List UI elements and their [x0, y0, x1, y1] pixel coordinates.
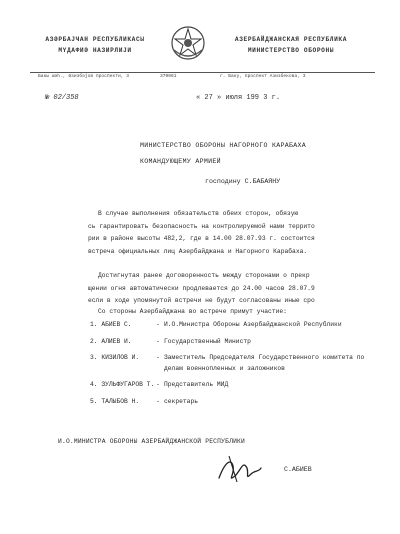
letterhead-az-line2: МҮДАФИӘ НАЗИРЛИЈИ: [58, 47, 132, 54]
list-item: [90, 353, 380, 374]
list-item: [90, 320, 380, 331]
closing-title: И.О.МИНИСТРА ОБОРОНЫ АЗЕРБАЙДЖАНСКОЙ РЕСПУБЛИКИ: [58, 438, 246, 445]
addressee-block: [140, 138, 306, 170]
participant-name: 1. АБИЕВ С.: [90, 321, 132, 328]
handwritten-signature-icon: [215, 452, 265, 488]
addressee-line2: КОМАНДУЮЩЕМУ АРМИЕЙ: [140, 158, 221, 165]
list-dash: -: [156, 321, 160, 328]
address-azerbaijani: Бакы шәһ., Әзизбәјов проспекти, 3: [38, 74, 129, 79]
participant-role: И.О.Министра Обороны Азербайджанской Республики: [164, 321, 342, 328]
reference-number: № 02/358: [45, 94, 79, 102]
list-item: [90, 380, 380, 391]
participant-name: 4. ЗУЛЬФУГАРОВ Т.: [90, 381, 155, 389]
letterhead-ru-line1: АЗЕРБАЙДЖАНСКАЯ РЕСПУБЛИКА: [234, 36, 348, 43]
letterhead-az-line1: АЗӘРБАЈҸАН РЕСПУБЛИКАСЫ: [45, 36, 145, 43]
signer-name: С.АБИЕВ: [284, 466, 312, 473]
letterhead-russian: [216, 34, 366, 56]
paragraph-line: Достигнутая ранее договоренность между сторонами о прекр: [98, 272, 310, 279]
postal-code: 370061: [160, 74, 177, 79]
list-dash: -: [156, 397, 160, 405]
paragraph-line: сь гарантировать безопасность на контролируемой нами террито: [88, 222, 315, 230]
list-item: [90, 397, 380, 408]
participants-list: [90, 320, 380, 408]
list-item: [90, 337, 380, 348]
paragraph-line: щении огня автоматически продлевается до 24.00 часов 28.07.9: [88, 284, 315, 292]
participant-name: 2. АЛИЕВ И.: [90, 337, 132, 345]
paragraph-participants-intro: Со стороны Азербайджана во встрече примут участие:: [98, 308, 287, 315]
participant-role: секретарь: [164, 397, 199, 405]
paragraph-line: В случае выполнения обязательств обеих сторон, обязую: [98, 210, 299, 217]
list-dash: -: [156, 381, 160, 389]
letterhead-azerbaijani: [40, 34, 150, 56]
list-dash: -: [156, 337, 160, 345]
address-russian: г. Баку, проспект Азизбекова, 3: [220, 74, 306, 79]
list-dash: -: [156, 354, 160, 362]
participant-role: Представитель МИД: [164, 381, 229, 389]
participant-name: 5. ТАЛЫБОВ Н.: [90, 397, 140, 405]
addressee-line1: МИНИСТЕРСТВО ОБОРОНЫ НАГОРНОГО КАРАБАХА: [140, 142, 307, 149]
participant-name: 3. КИЗИЛОВ И.: [90, 354, 140, 362]
letterhead-ru-line2: МИНИСТЕРСТВО ОБОРОНЫ: [247, 47, 335, 54]
paragraph-line: рии в районе высоты 482,2, где в 14.00 28.07.93 г. состоится: [88, 235, 315, 243]
salutation: господину С.БАБАЯНУ: [205, 178, 281, 185]
state-emblem-icon: [168, 24, 208, 62]
paragraph-guarantee: [88, 208, 378, 258]
reference-date: « 27 » июля 199 3 г.: [196, 94, 281, 102]
paragraph-ceasefire: [88, 270, 378, 308]
letterhead-divider: [30, 72, 375, 73]
paragraph-line: если в ходе упомянутой встречи не будут согласованы иные сро: [88, 297, 315, 305]
participant-role: Заместитель Председателя Государственного комитета по делам военнопленных и заложников: [164, 354, 365, 372]
paragraph-line: встреча официальных лиц Азербайджана и Нагорного Карабаха.: [88, 247, 308, 255]
participant-role: Государственный Министр: [164, 337, 251, 345]
